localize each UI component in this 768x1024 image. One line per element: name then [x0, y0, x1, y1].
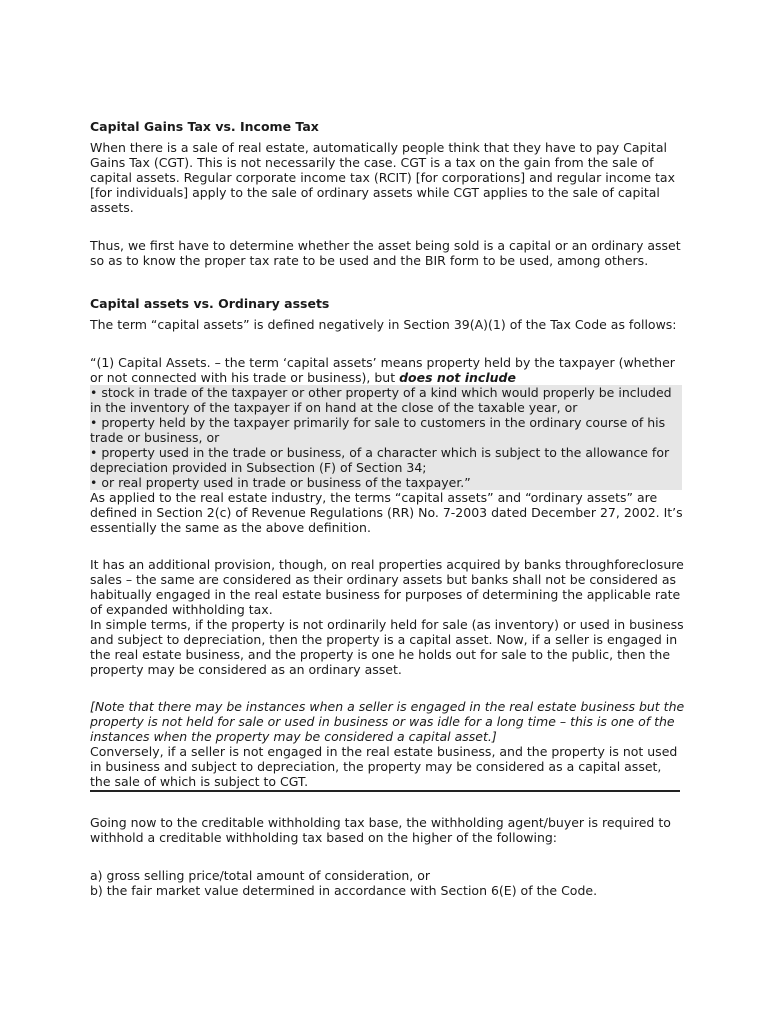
text-line: withhold a creditable withholding tax based on the higher of the following: [90, 830, 558, 845]
bullet-line: depreciation provided in Subsection (F) of Section 34; [90, 460, 427, 475]
list-item: a) gross selling price/total amount of consideration, or [90, 868, 431, 883]
text-line: in business and subject to depreciation, the property may be considered as a capital asset, [90, 759, 662, 774]
spacer [90, 215, 680, 238]
emphasis-does-not-include: does not include [399, 370, 516, 385]
paragraph-conversely [90, 744, 680, 789]
text-line: of expanded withholding tax. [90, 602, 273, 617]
text-line: instances when the property may be considered a capital asset.] [90, 729, 497, 744]
text-line: As applied to the real estate industry, the terms “capital assets” and “ordinary assets” are [90, 490, 658, 505]
text-line: In simple terms, if the property is not ordinarily held for sale (as inventory) or used in business [90, 617, 684, 632]
exclusion-bullets [90, 385, 682, 490]
text-line: essentially the same as the above definition. [90, 520, 371, 535]
text-line: and subject to depreciation, then the property is a capital asset. Now, if a seller is engaged in [90, 632, 678, 647]
text-line: so as to know the proper tax rate to be used and the BIR form to be used, among others. [90, 253, 649, 268]
heading-capital-gains-vs-income-tax: Capital Gains Tax vs. Income Tax [90, 119, 319, 134]
paragraph-bank-provision [90, 557, 684, 677]
text-line: the sale of which is subject to CGT. [90, 774, 309, 789]
text-line: sales – the same are considered as their ordinary assets but banks shall not be considered as [90, 572, 677, 587]
text-line: “(1) Capital Assets. – the term ‘capital assets’ means property held by the taxpayer (whether [90, 355, 675, 370]
spacer [90, 792, 680, 815]
text-line: [for individuals] apply to the sale of ordinary assets while CGT applies to the sale of capital [90, 185, 660, 200]
text-line: habitually engaged in the real estate business for purposes of determining the applicable rate [90, 587, 681, 602]
bullet-line: trade or business, or [90, 430, 220, 445]
paragraph-term-defined [90, 317, 680, 332]
text-line: [Note that there may be instances when a seller is engaged in the real estate business but the [90, 699, 685, 714]
text-line: defined in Section 2(c) of Revenue Regulations (RR) No. 7-2003 dated December 27, 2002. It’s [90, 505, 683, 520]
bullet-line: • property used in the trade or business, of a character which is subject to the allowance for [90, 445, 670, 460]
bullet-line: • or real property used in trade or business of the taxpayer.” [90, 475, 471, 490]
bullet-line: in the inventory of the taxpayer if on hand at the close of the taxable year, or [90, 400, 578, 415]
spacer [90, 535, 680, 557]
text-line: Conversely, if a seller is not engaged in the real estate business, and the property is not used [90, 744, 678, 759]
quote-plain-text: or not connected with his trade or business), but [90, 370, 400, 385]
bullet-line: • stock in trade of the taxpayer or other property of a kind which would properly be included [90, 385, 672, 400]
text-line: It has an additional provision, though, on real properties acquired by banks throughforeclosure [90, 557, 684, 572]
text-line: Going now to the creditable withholding tax base, the withholding agent/buyer is required to [90, 815, 671, 830]
text-line: Thus, we first have to determine whether the asset being sold is a capital or an ordinary asset [90, 238, 681, 253]
text-line: the real estate business, and the property is one he holds out for sale to the public, then the [90, 647, 671, 662]
spacer [90, 332, 680, 355]
spacer [90, 845, 680, 868]
paragraph-note [90, 699, 685, 744]
paragraph-withholding-base [90, 815, 680, 845]
text-line: property may be considered as an ordinary asset. [90, 662, 402, 677]
paragraph-cgt-intro [90, 140, 680, 215]
document-body [90, 119, 685, 898]
text-line: Gains Tax (CGT). This is not necessarily the case. CGT is a tax on the gain from the sale of [90, 155, 654, 170]
text-line [90, 370, 680, 385]
list-item: b) the fair market value determined in accordance with Section 6(E) of the Code. [90, 883, 598, 898]
text-line: property is not held for sale or used in business or was idle for a long time – this is one of the [90, 714, 675, 729]
text-line: The term “capital assets” is defined negatively in Section 39(A)(1) of the Tax Code as follows: [90, 317, 677, 332]
shaded-exclusion-list [90, 385, 682, 490]
text-line: assets. [90, 200, 134, 215]
text-line: capital assets. Regular corporate income tax (RCIT) [for corporations] and regular income tax [90, 170, 675, 185]
list-withholding-options [90, 868, 680, 898]
text-line: When there is a sale of real estate, automatically people think that they have to pay Capital [90, 140, 667, 155]
paragraph-determine-asset [90, 238, 680, 268]
spacer [90, 268, 680, 296]
spacer [90, 677, 680, 699]
paragraph-real-estate-definition [90, 490, 683, 535]
bullet-line: • property held by the taxpayer primarily for sale to customers in the ordinary course of his [90, 415, 666, 430]
paragraph-tax-code-quote [90, 355, 680, 385]
heading-capital-vs-ordinary-assets: Capital assets vs. Ordinary assets [90, 296, 330, 311]
